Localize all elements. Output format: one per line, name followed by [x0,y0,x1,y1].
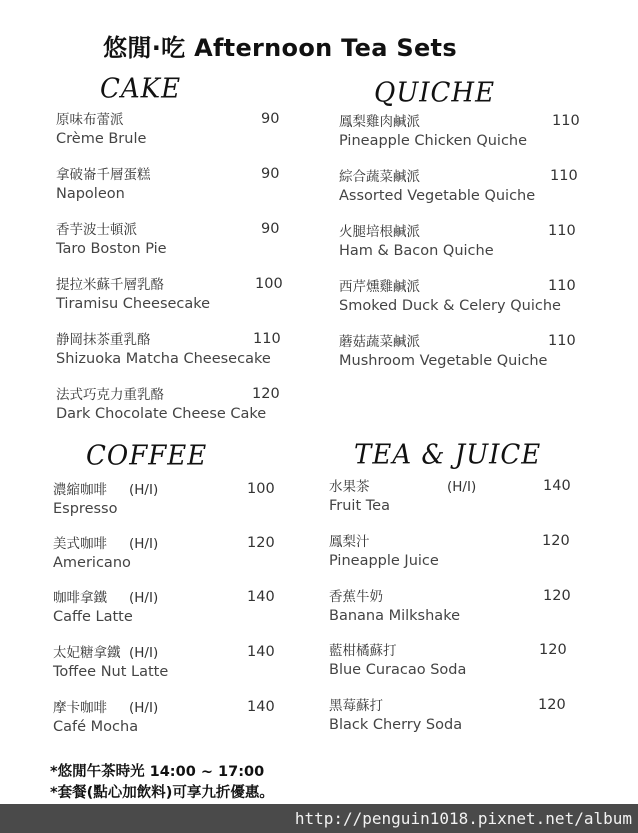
item-name-zh: 香芋波士頓派 [56,222,137,238]
menu-title: 悠閒·吃 Afternoon Tea Sets [103,34,457,62]
item-name-en: Americano [53,555,131,571]
item-name-zh: 綜合蔬菜鹹派 [339,169,420,185]
tea-time-hours-note: *悠閒午茶時光 14:00 ~ 17:00 [50,764,265,780]
item-price: 120 [247,535,275,551]
item-name-en: Toffee Nut Latte [53,664,169,680]
menu-item-assorted-vegetable-quiche [339,168,578,206]
item-name-en: Pineapple Chicken Quiche [339,133,528,149]
item-name-en: Fruit Tea [329,498,390,514]
menu-item-pineapple-juice [329,533,570,571]
item-price: 110 [550,168,578,184]
menu-item-cafe-mocha [53,699,275,737]
item-name-en: Crème Brule [56,131,147,147]
item-name-zh: 静岡抹茶重乳酪 [56,332,151,348]
item-name-en: Espresso [53,501,118,517]
item-price: 120 [538,697,566,713]
menu-item-black-cherry-soda [329,697,566,735]
menu-item-napoleon [56,166,280,204]
menu-item-banana-milkshake [329,588,571,626]
menu-item-toffee-nut-latte [53,644,275,682]
item-price: 110 [548,333,576,349]
hot-iced-label: (H/I) [129,700,159,716]
menu-item-blue-curacao-soda [329,642,567,680]
item-price: 100 [247,481,275,497]
quiche-heading: QUICHE [374,77,496,109]
item-name-zh: 鳳梨汁 [329,534,370,550]
item-name-zh: 黑莓蘇打 [329,698,383,714]
item-name-zh: 水果茶 [329,479,370,495]
hot-iced-label: (H/I) [129,536,159,552]
item-price: 140 [247,644,275,660]
item-name-en: Taro Boston Pie [56,241,167,257]
item-name-en: Ham & Bacon Quiche [339,243,494,259]
hot-iced-label: (H/I) [129,590,159,606]
item-name-zh: 香蕉牛奶 [329,589,383,605]
item-name-en: Caffe Latte [53,609,133,625]
item-name-en: Shizuoka Matcha Cheesecake [56,351,271,367]
item-name-en: Banana Milkshake [329,608,460,624]
album-url-watermark: http://penguin1018.pixnet.net/album [0,804,638,833]
item-name-zh: 鳳梨雞肉鹹派 [339,114,420,130]
item-price: 100 [255,276,283,292]
hot-iced-label: (H/I) [129,645,159,661]
hot-iced-label: (H/I) [447,479,477,495]
cake-heading: CAKE [100,73,182,105]
menu-item-matcha-cheesecake [56,331,281,369]
menu-item-fruit-tea [329,478,571,516]
menu-item-taro-boston-pie [56,221,280,259]
item-name-zh: 西芹燻雞鹹派 [339,279,420,295]
item-price: 110 [548,223,576,239]
menu-item-americano [53,535,275,573]
menu-item-caffe-latte [53,589,275,627]
item-name-en: Napoleon [56,186,125,202]
item-name-zh: 原味布蕾派 [56,112,124,128]
item-price: 90 [261,111,280,127]
item-name-zh: 提拉米蘇千層乳酪 [56,277,164,293]
item-name-zh: 拿破崙千層蛋糕 [56,167,151,183]
item-name-en: Smoked Duck & Celery Quiche [339,298,561,314]
item-name-zh: 蘑菇蔬菜鹹派 [339,334,420,350]
item-price: 140 [543,478,571,494]
item-price: 120 [252,386,280,402]
item-name-en: Tiramisu Cheesecake [56,296,211,312]
menu-item-creme-brule [56,111,280,149]
item-price: 140 [247,589,275,605]
item-price: 90 [261,166,280,182]
item-name-zh: 咖啡拿鐵 [53,590,107,606]
item-name-en: Mushroom Vegetable Quiche [339,353,548,369]
menu-item-espresso [53,481,275,519]
item-name-zh: 太妃糖拿鐵 [53,645,121,661]
menu-item-dark-chocolate-cheese-cake [56,386,280,424]
item-name-en: Dark Chocolate Cheese Cake [56,406,267,422]
item-price: 110 [552,113,580,129]
item-price: 120 [543,588,571,604]
tea-juice-heading: TEA & JUICE [354,439,542,471]
item-price: 140 [247,699,275,715]
item-name-en: Assorted Vegetable Quiche [339,188,536,204]
menu-item-smoked-duck-celery-quiche [339,278,576,316]
item-name-zh: 藍柑橘蘇打 [329,643,397,659]
item-price: 110 [548,278,576,294]
coffee-heading: COFFEE [86,440,208,472]
menu-item-mushroom-vegetable-quiche [339,333,576,371]
hot-iced-label: (H/I) [129,482,159,498]
item-name-zh: 摩卡咖啡 [53,700,107,716]
item-price: 110 [253,331,281,347]
menu-item-pineapple-chicken-quiche [339,113,580,151]
item-price: 120 [539,642,567,658]
item-name-zh: 火腿培根鹹派 [339,224,420,240]
set-discount-note: *套餐(點心加飲料)可享九折優惠。 [50,785,274,801]
menu-item-tiramisu-cheesecake [56,276,283,314]
item-name-zh: 法式巧克力重乳酪 [56,387,164,403]
item-price: 90 [261,221,280,237]
item-name-en: Café Mocha [53,719,139,735]
item-name-en: Black Cherry Soda [329,717,463,733]
item-price: 120 [542,533,570,549]
item-name-en: Blue Curacao Soda [329,662,467,678]
item-name-zh: 美式咖啡 [53,536,107,552]
item-name-en: Pineapple Juice [329,553,439,569]
menu-item-ham-bacon-quiche [339,223,576,261]
item-name-zh: 濃縮咖啡 [53,482,107,498]
